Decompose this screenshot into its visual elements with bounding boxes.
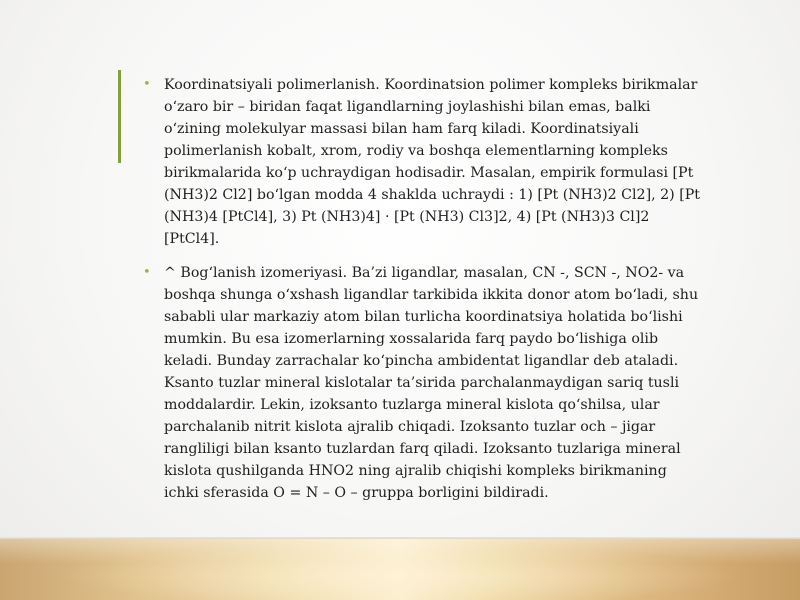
bullet-text: ^ Bog‘lanish izomeriyasi. Ba’zi ligandlar, masalan, CN -, SCN -, NO2- va boshqa shunga o‘xshash ligandlar tarkibida ikkita donor atom bo‘ladi, shu sababli ular markaziy atom bilan turlicha koordinatsiya holatida bo‘lishi mumkin. Bu esa izomerlarning xossalarida farq paydo bo‘lishiga olib keladi. Bunday zarrachalar ko‘pincha ambidentat ligandlar deb ataladi. Ksanto tuzlar mineral kislotalar ta’sirida parchalanmaydigan sariq tusli moddalardir. Lekin, izoksanto tuzlarga mineral kislota qo‘shilsa, ular parchalanib nitrit kislota ajralib chiqadi. Izoksanto tuzlar och – jigar rangliligi bilan ksanto tuzlardan farq qiladi. Izoksanto tuzlariga mineral kislota qushilganda HNO2 ning ajralib chiqishi kompleks birikmaning ichki sferasida O = N – O – gruppa borligini bildiradi. bbox=[164, 265, 699, 501]
bullet-icon: • bbox=[143, 265, 151, 280]
bullet-text: Koordinatsiyali polimerlanish. Koordinatsion polimer kompleks birikmalar o‘zaro bir – biridan faqat ligandlarning joylashishi bilan emas, balki o‘zining molekulyar massasi bilan ham farq kiladi. Koordinatsiyali polimerlanish kobalt, xrom, rodiy va boshqa elementlarning kompleks birikmalarida ko‘p uchraydigan hodisadir. Masalan, empirik formulasi [Pt (NH3)2 Cl2] bo‘lgan modda 4 shaklda uchraydi : 1) [Pt (NH3)2 Cl2], 2) [Pt (NH3)4 [PtCl4], 3) Pt (NH3)4] · [Pt (NH3) Cl3]2, 4) [Pt (NH3)3 Cl]2 [PtCl4]. bbox=[164, 77, 700, 247]
slide-content bbox=[140, 74, 700, 516]
accent-bar bbox=[118, 70, 121, 163]
bottom-decorative-band bbox=[0, 539, 800, 600]
bullet-item-polymerization bbox=[140, 74, 700, 250]
bullet-item-linkage-isomerism bbox=[140, 262, 700, 504]
bullet-icon: • bbox=[143, 77, 151, 92]
bullet-list bbox=[140, 74, 700, 504]
